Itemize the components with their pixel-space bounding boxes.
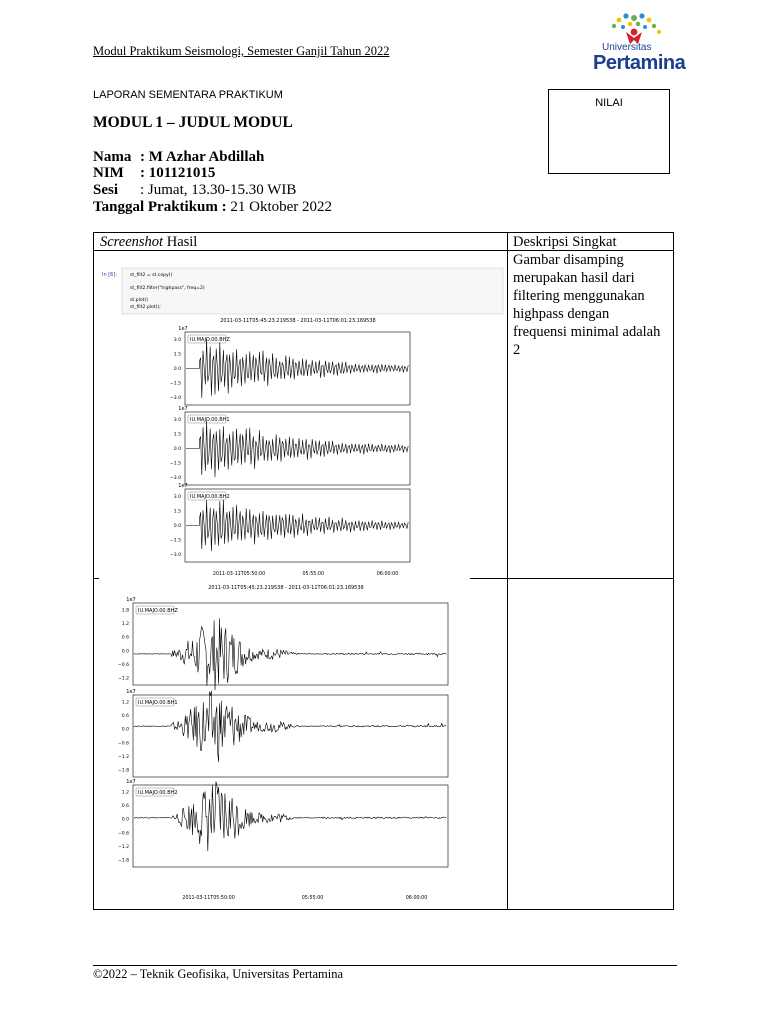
exponent-label: 1e7 [126, 779, 136, 785]
x-tick-label: 06:00:00 [376, 572, 399, 577]
y-tick-label: −1.2 [117, 755, 129, 760]
logo-wordmark: Pertamina [593, 52, 686, 74]
exponent-label: 1e7 [178, 406, 188, 412]
screenshot-column-header: Screenshot Hasil [100, 234, 198, 250]
y-tick-label: 0.0 [121, 817, 129, 823]
trace-label: IU.MAJO.00.BH2 [190, 494, 230, 500]
x-tick-label: 05:55:00 [302, 572, 325, 577]
y-tick-label: 3.0 [173, 494, 181, 500]
session-row [93, 182, 296, 199]
y-tick-label: −3.0 [169, 476, 181, 482]
exponent-label: 1e7 [178, 326, 188, 332]
y-tick-label: −0.6 [117, 831, 129, 837]
y-tick-label: −1.2 [117, 676, 129, 682]
y-tick-label: 3.0 [173, 417, 181, 423]
y-tick-label: −1.5 [169, 538, 181, 544]
footer-rule [93, 965, 677, 966]
code-line: st_filt2.plot(); [130, 305, 161, 310]
y-tick-label: 0.0 [121, 727, 129, 733]
plot-title: 2011-03-11T05:45:23.219538 - 2011-03-11T06:01:23.169538 [208, 585, 364, 591]
table-row-line [507, 578, 674, 579]
grade-label: NILAI [595, 97, 623, 109]
y-tick-label: 0.0 [173, 367, 181, 372]
code-line: st_filt2 = st.copy() [130, 273, 173, 278]
name-label: Nama [93, 149, 132, 165]
session-value: : Jumat, 13.30-15.30 WIB [140, 182, 297, 198]
description-column-header: Deskripsi Singkat [513, 234, 617, 250]
exponent-label: 1e7 [178, 483, 188, 489]
nim-label: NIM [93, 165, 124, 181]
y-tick-label: 0.0 [121, 649, 129, 655]
trace-label: IU.MAJO.00.BHZ [190, 337, 230, 343]
y-tick-label: 0.0 [173, 524, 181, 529]
notebook-screenshot [100, 266, 505, 578]
y-tick-label: 1.5 [173, 432, 181, 438]
date-label: Tanggal Praktikum : [93, 199, 227, 215]
trace-panel-frame [133, 695, 448, 777]
x-tick-label: 2011-03-11T05:50:00 [212, 572, 266, 577]
plot-title: 2011-03-11T05:45:23.219538 - 2011-03-11T06:01:23.169538 [220, 318, 376, 324]
y-tick-label: −0.6 [117, 741, 129, 747]
code-cell [122, 268, 503, 314]
exponent-label: 1e7 [126, 689, 136, 695]
trace-panel-frame [133, 603, 448, 685]
date-value: 21 Oktober 2022 [230, 199, 333, 215]
code-line: st.plot() [130, 298, 149, 303]
y-tick-label: 1.2 [121, 790, 129, 796]
y-tick-label: −1.5 [169, 381, 181, 387]
y-tick-label: −3.0 [169, 396, 181, 402]
y-tick-label: 1.2 [121, 700, 129, 706]
y-tick-label: 1.5 [173, 352, 181, 358]
y-tick-label: −0.6 [117, 663, 129, 668]
y-tick-label: −1.8 [117, 768, 129, 774]
exponent-label: 1e7 [126, 597, 136, 603]
trace-panel-frame [133, 785, 448, 867]
trace-panels [170, 326, 410, 577]
y-tick-label: −1.2 [117, 845, 129, 850]
table-divider [507, 232, 508, 910]
trace-label: IU.MAJO.00.BHZ [138, 608, 178, 614]
y-tick-label: 1.5 [173, 509, 181, 515]
y-tick-label: −1.5 [169, 461, 181, 467]
module-title: MODUL 1 – JUDUL MODUL [93, 114, 293, 131]
x-tick-label: 05:55:00 [301, 896, 324, 901]
date-row [93, 199, 332, 216]
y-tick-label: 0.6 [121, 804, 129, 809]
code-line: st_filt2.filter("highpass", freq=2) [130, 286, 205, 291]
y-tick-label: 1.2 [121, 622, 129, 627]
x-tick-label: 2011-03-11T05:50:00 [182, 896, 235, 901]
trace-label: IU.MAJO.00.BH2 [138, 790, 178, 796]
nim-value: : 101121015 [140, 165, 216, 181]
y-tick-label: 0.6 [121, 714, 129, 719]
table-row-line-left [93, 578, 99, 579]
x-tick-label: 06:00:00 [405, 896, 428, 901]
y-tick-label: 1.8 [121, 608, 129, 614]
cell-prompt: In [6]: [102, 272, 117, 278]
report-title: LAPORAN SEMENTARA PRAKTIKUM [93, 89, 283, 101]
y-tick-label: 3.0 [173, 337, 181, 343]
footer-text: ©2022 – Teknik Geofisika, Universitas Pertamina [93, 967, 344, 981]
name-value: : M Azhar Abdillah [140, 149, 265, 165]
y-tick-label: 0.0 [173, 447, 181, 452]
description-text: Gambar disamping merupakan hasil dari filtering menggunakan highpass dengan frequensi minimal adalah 2 [513, 252, 661, 358]
logo-subtitle: Universitas [602, 42, 652, 53]
name-row [93, 149, 264, 166]
y-tick-label: 0.6 [121, 635, 129, 641]
trace-panels [118, 597, 448, 901]
raw-plot-screenshot [100, 579, 505, 905]
trace-label: IU.MAJO.00.BH1 [190, 417, 230, 423]
trace-label: IU.MAJO.00.BH1 [138, 700, 178, 706]
y-tick-label: −3.0 [169, 553, 181, 559]
nim-row [93, 165, 215, 182]
course-header: Modul Praktikum Seismologi, Semester Ganjil Tahun 2022 [93, 44, 390, 58]
session-label: Sesi [93, 182, 119, 198]
grade-box [548, 89, 670, 174]
y-tick-label: −1.8 [117, 858, 129, 864]
